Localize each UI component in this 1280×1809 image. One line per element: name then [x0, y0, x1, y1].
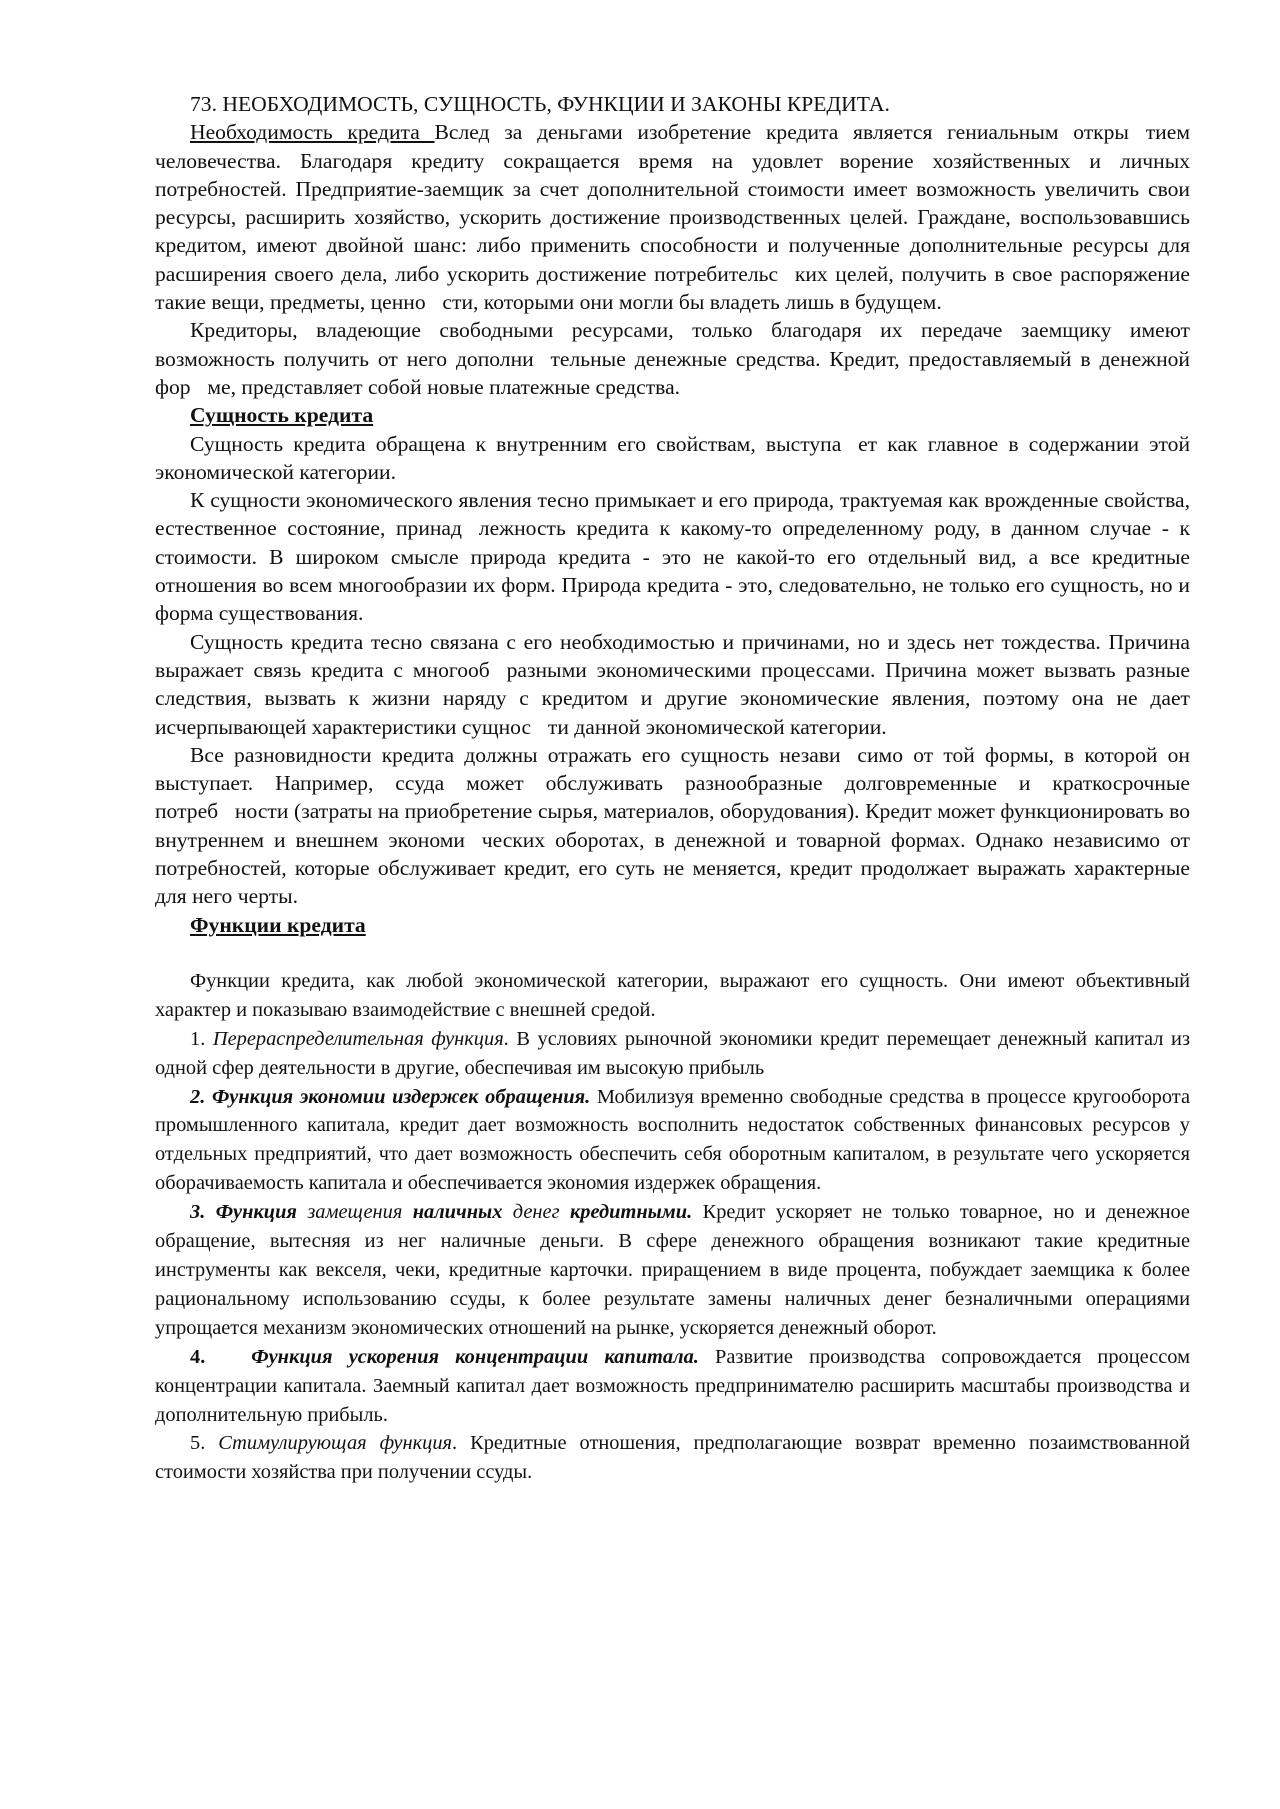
function-3-name-d: денег [502, 1201, 570, 1224]
function-4-item [155, 1343, 1190, 1430]
necessity-lead: Необходимость кредита [190, 120, 435, 145]
necessity-text-1: Вслед за деньгами изобретение кредита является гениальным откры􏰀тием человечества. Благодаря кредиту сокращается время на удовлет􏰀ворение хозяйственных и личных потребностей. Предприятие-заемщик за счет дополнительной стоимости имеет возможность увеличить свои ресурсы, расширить хозяйство, ускорить достижение производственных целей. Граждане, воспользовавшись кредитом, имеют двойной шанс: либо применить способности и полученные дополнительные ресурсы для расширения своего дела, либо ускорить достижение потребительс􏰀ких целей, получить в свое распоряжение такие вещи, предметы, ценно􏰀сти, которыми они могли бы владеть лишь в будущем. [155, 120, 1190, 315]
function-5-name: Стимулирующая функция [218, 1432, 453, 1455]
function-4-text: Развитие производства сопровождается процессом концентрации капитала. Заемный капитал дает возможность предпринимателю расширить масштабы производства и дополнительную прибыль. [155, 1345, 1190, 1426]
function-2-name: 2. Функция экономии издержек обращения. [190, 1085, 591, 1108]
function-5-number: 5. [190, 1432, 219, 1455]
function-3-name-e: кредитными. [569, 1201, 693, 1224]
necessity-paragraph-1 [155, 118, 1190, 316]
function-4-number: 4. [190, 1345, 206, 1368]
function-3-name-c: наличных [412, 1201, 503, 1224]
functions-intro: Функции кредита, как любой экономической категории, выражают его сущность. Они имеют объективный характер и показываю взаимодействие с внешней средой. [155, 969, 1190, 1021]
function-1-item [155, 1025, 1190, 1083]
function-5-text: . Кредитные отношения, предполагающие возврат временно позаимствованной стоимости хозяйства при получении ссуды. [155, 1432, 1191, 1484]
functions-section [155, 967, 1190, 1487]
function-1-name: Перераспределительная функция [212, 1027, 504, 1050]
document-title: 73. НЕОБХОДИМОСТЬ, СУЩНОСТЬ, ФУНКЦИИ И ЗАКОНЫ КРЕДИТА. [190, 92, 890, 116]
necessity-paragraph-2: Кредиторы, владеющие свободными ресурсами, только благодаря их передаче заемщику имеют возможность получить от него дополни􏰀тельные денежные средства. Кредит, предоставляемый в денежной фор􏰀ме, представляет собой новые платежные средства. [155, 318, 1190, 399]
function-3-name-a: 3. Функция [190, 1201, 297, 1224]
function-1-text: . В условиях рыночной экономики кредит перемещает денежный капитал из одной сфер деятельности в другие, обеспечивая им высокую прибыль [155, 1027, 1191, 1079]
essence-paragraph-3: Сущность кредита тесно связана с его необходимостью и причинами, но и здесь нет тождества. Причина выражает связь кредита с многооб􏰀разными экономическими процессами. Причина может вызвать разные следствия, вызвать к жизни наряду с кредитом и другие экономические явления, поэтому она не дает исчерпывающей характеристики сущнос􏰀ти данной экономической категории. [155, 629, 1190, 739]
essence-paragraph-2: К сущности экономического явления тесно примыкает и его природа, трактуемая как врожденные свойства, естественное состояние, принад􏰀лежность кредита к какому-то определенному роду, в данном случае - к стоимости. В широком смысле природа кредита - это не какой-то его отдельный вид, а все кредитные отношения во всем многообразии их форм. Природа кредита - это, следовательно, не только его сущность, но и форма существования. [155, 488, 1190, 626]
function-4-name: Функция ускорения концентрации капитала. [251, 1345, 699, 1368]
functions-heading: Функции кредита [190, 912, 366, 937]
essence-paragraph-1: Сущность кредита обращена к внутренним его свойствам, выступа􏰀ет как главное в содержании этой экономической категории. [155, 431, 1190, 484]
function-3-text: Кредит ускоряет не только товарное, но и денежное обращение, вытесняя из нег наличные деньги. В сфере денежного обращения возникают такие кредитные инструменты как векселя, чеки, кредитные карточки. приращением в виде процента, побуждает заемщика к более рациональному использованию ссуды, к более результате замены наличных денег безналичными операциями упрощается механизм экономических отношений на рынке, ускоряется денежный оборот. [155, 1201, 1190, 1339]
document-body [155, 90, 1190, 1487]
function-1-number: 1. [190, 1027, 213, 1050]
function-3-name-b: замещения [296, 1201, 413, 1224]
essence-heading: Сущность кредита [190, 403, 374, 428]
function-2-text: Мобилизуя временно свободные средства в процессе кругооборота промышленного капитала, кредит дает возможность восполнить недостаток собственных финансовых ресурсов у отдельных предприятий, что дает возможность обеспечить себя оборотным капиталом, в результате чего ускоряется оборачиваемость капитала и обеспечивается экономия издержек обращения. [155, 1085, 1190, 1195]
section-gap [155, 939, 1190, 967]
function-2-item [155, 1083, 1190, 1199]
function-5-item [155, 1429, 1190, 1487]
function-3-item [155, 1198, 1190, 1343]
essence-paragraph-4: Все разновидности кредита должны отражать его сущность незави􏰀симо от той формы, в которой он выступает. Например, ссуда может обслуживать разнообразные долговременные и краткосрочные потреб􏰀ности (затраты на приобретение сырья, материалов, оборудования). Кредит может функционировать во внутреннем и внешнем экономи􏰀ческих оборотах, в денежной и товарной формах. Однако независимо от потребностей, которые обслуживает кредит, его суть не меняется, кредит продолжает выражать характерные для него черты. [155, 742, 1190, 909]
